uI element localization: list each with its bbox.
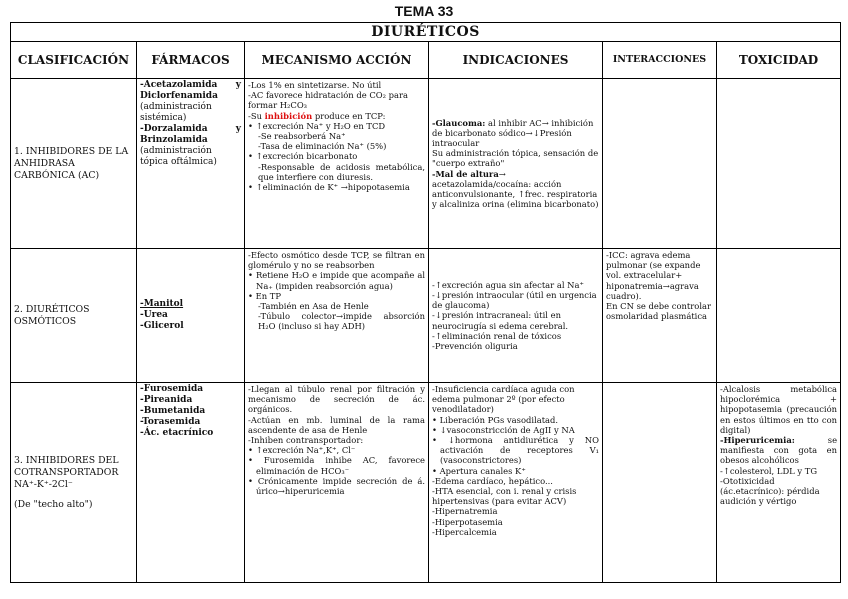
drug-name: -Bumetanida [140, 406, 206, 416]
text-fragment: -Su [248, 110, 265, 121]
row1-mecanismo [245, 79, 429, 249]
text-fragment: al inhibir AC→ inhibición de bicarbonato sódico→↓Presión intraocular [432, 117, 594, 148]
sub-item: -Tasa de eliminación Na⁺ (5%) [258, 141, 387, 152]
bullet-item: • Liberación PGs vasodilatad. [432, 415, 599, 425]
row3-farmacos [137, 383, 245, 583]
sub-item: -Se reabsorberá Na⁺ [258, 131, 346, 142]
term-hiperuricemia: -Hiperuricemia: [720, 435, 795, 446]
term-glaucoma: -Glaucoma: [432, 117, 486, 128]
bullet-item: • Crónicamente impide secreción de á. úrico→hiperuricemia [248, 476, 425, 496]
text-line: -HTA esencial, con i. renal y crisis hipertensivas (para evitar ACV) [432, 486, 577, 507]
text-line: -Alcalosis metabólica hipoclorémica + hipopotasemia (precaución en estos últimos en tto con digital) [720, 384, 838, 435]
row3-clasificacion [11, 383, 137, 583]
text-fragment: → acetazolamida/cocaína: acción anticonvulsionante, ↑frec. respiratoria y alcaliniza orina (elimina bicarbonato) [432, 168, 599, 210]
sub-item: -También en Asa de Henle [258, 301, 369, 312]
text-fragment: produce en TCP: [312, 110, 386, 121]
drug-name: -Ác. etacrínico [140, 428, 214, 438]
highlight-inhibicion: inhibición [264, 110, 313, 121]
table-row [11, 79, 841, 249]
text-line: -Hiperpotasemia [432, 516, 503, 527]
bullet-item: • ↓vasoconstricción de AgII y NA [432, 425, 599, 435]
header-mecanismo: MECANISMO ACCIÓN [245, 42, 429, 79]
bullet-item: • ↑excreción bicarbonato [248, 151, 425, 161]
bullet-item: • Furosemida inhibe AC, favorece eliminación de HCO₃⁻ [248, 455, 425, 475]
drug-name: -Acetazolamida y Diclorfenamida [140, 80, 241, 101]
row1-interacciones [603, 79, 717, 249]
text-line: -Prevención oliguria [432, 341, 518, 351]
row3-interacciones [603, 383, 717, 583]
row3-mecanismo [245, 383, 429, 583]
row1-clasificacion: 1. INHIBIDORES DE LA ANHIDRASA CARBÓNICA (AC) [11, 79, 137, 249]
text-line: -Edema cardíaco, hepático... [432, 475, 553, 486]
drug-note: (administración tópica oftálmica) [140, 146, 217, 167]
class-name: 3. INHIBIDORES DEL COTRANSPORTADOR NA⁺-K⁺-2Cl⁻ [14, 454, 119, 490]
drug-name: -Urea [140, 310, 168, 320]
text-line: -Los 1% en sintetizarse. No útil [248, 80, 382, 90]
row3-indicaciones [429, 383, 603, 583]
header-toxicidad: TOXICIDAD [717, 42, 841, 79]
text-line: -ICC: agrava edema pulmonar (se expande vol. extracelular+ hiponatremia→agrava cuadro). [606, 250, 701, 301]
row2-mecanismo [245, 249, 429, 383]
bullet-item: • ↑excreción Na⁺,K⁺, Cl⁻ [248, 445, 425, 455]
text-line [432, 169, 599, 210]
row2-clasificacion: 2. DIURÉTICOS OSMÓTICOS [11, 249, 137, 383]
bullet-item: • Apertura canales K⁺ [432, 466, 599, 476]
header-interacciones: INTERACCIONES [603, 42, 717, 79]
text-line: -Actúan en mb. luminal de la rama ascendente de asa de Henle [248, 414, 425, 435]
row1-farmacos [137, 79, 245, 249]
text-line: -Inhiben contransportador: [248, 435, 364, 446]
bullet-item: • ↑eliminación de K⁺ →hipopotasemia [248, 182, 425, 192]
header-indicaciones: INDICACIONES [429, 42, 603, 79]
drug-name: -Dorzalamida y Brinzolamida [140, 124, 241, 145]
bullet-item: • ↑excreción Na⁺ y H₂O en TCD [248, 121, 425, 131]
sub-item: -Túbulo colector→impide absorción H₂O (incluso si hay ADH) [258, 311, 425, 332]
text-fragment: se manifiesta con gota en obesos alcohólicos [720, 435, 838, 466]
row1-indicaciones [429, 79, 603, 249]
drug-name: -Glicerol [140, 321, 184, 331]
row2-interacciones [603, 249, 717, 383]
table-row [11, 249, 841, 383]
text-line: -Hipercalcemia [432, 526, 497, 537]
table-row [11, 383, 841, 583]
header-row [11, 42, 841, 79]
term-mal-de-altura: -Mal de altura [432, 168, 499, 179]
row3-toxicidad [717, 383, 841, 583]
text-line: -↑colesterol, LDL y TG [720, 465, 818, 476]
text-line: Su administración tópica, sensación de "cuerpo extraño" [432, 148, 599, 169]
text-line: En CN se debe controlar osmolaridad plasmática [606, 301, 711, 322]
drug-name: -Manitol [140, 299, 184, 309]
class-note: (De "techo alto") [14, 498, 93, 510]
drug-name: -Furosemida [140, 384, 204, 394]
text-line: -Ototixicidad (ác.etacrínico): pérdida audición y vértigo [720, 475, 820, 507]
banner-row [11, 23, 841, 42]
text-line [432, 118, 599, 149]
text-line: -AC favorece hidratación de CO₂ para formar H₂CO₃ [248, 90, 408, 111]
row2-farmacos [137, 249, 245, 383]
drug-note: (administración sistémica) [140, 102, 212, 123]
text-line: -↓presión intracraneal: útil en neurocirugía si edema cerebral. [432, 310, 569, 331]
text-line [720, 435, 837, 466]
row2-indicaciones [429, 249, 603, 383]
header-farmacos: FÁRMACOS [137, 42, 245, 79]
sub-item: -Responsable de acidosis metabólica, que interfiere con diuresis. [258, 161, 425, 182]
header-clasificacion: CLASIFICACIÓN [11, 42, 137, 79]
bullet-item: • En TP [248, 291, 425, 301]
text-line: -Insuficiencia cardíaca aguda con edema pulmonar 2º (por efecto venodilatador) [432, 384, 575, 415]
page-title: TEMA 33 [394, 3, 454, 19]
bullet-item: • ↓hormona antidiurética y NO activación de receptores V₁ (vasoconstrictores) [432, 435, 599, 466]
text-line: -Hipernatremia [432, 506, 498, 517]
diuretics-table [10, 22, 841, 583]
text-line: -Llegan al túbulo renal por filtración y mecanismo de secreción de ác. orgánicos. [248, 384, 425, 415]
table-banner: DIURÉTICOS [11, 23, 841, 42]
text-line: -↑eliminación renal de tóxicos [432, 330, 562, 341]
text-line: -Efecto osmótico desde TCP, se filtran en glomérulo y no se reabsorben [248, 250, 425, 271]
row2-toxicidad [717, 249, 841, 383]
bullet-item: • Retiene H₂O e impide que acompañe al Na₊ (impiden reabsorción agua) [248, 270, 425, 290]
drug-name: -Torasemida [140, 417, 201, 427]
text-line [248, 111, 425, 121]
drug-name: -Pireanida [140, 395, 193, 405]
text-line: -↓presión intraocular (útil en urgencia de glaucoma) [432, 289, 597, 311]
text-line: -↑excreción agua sin afectar al Na⁺ [432, 279, 584, 290]
row1-toxicidad [717, 79, 841, 249]
